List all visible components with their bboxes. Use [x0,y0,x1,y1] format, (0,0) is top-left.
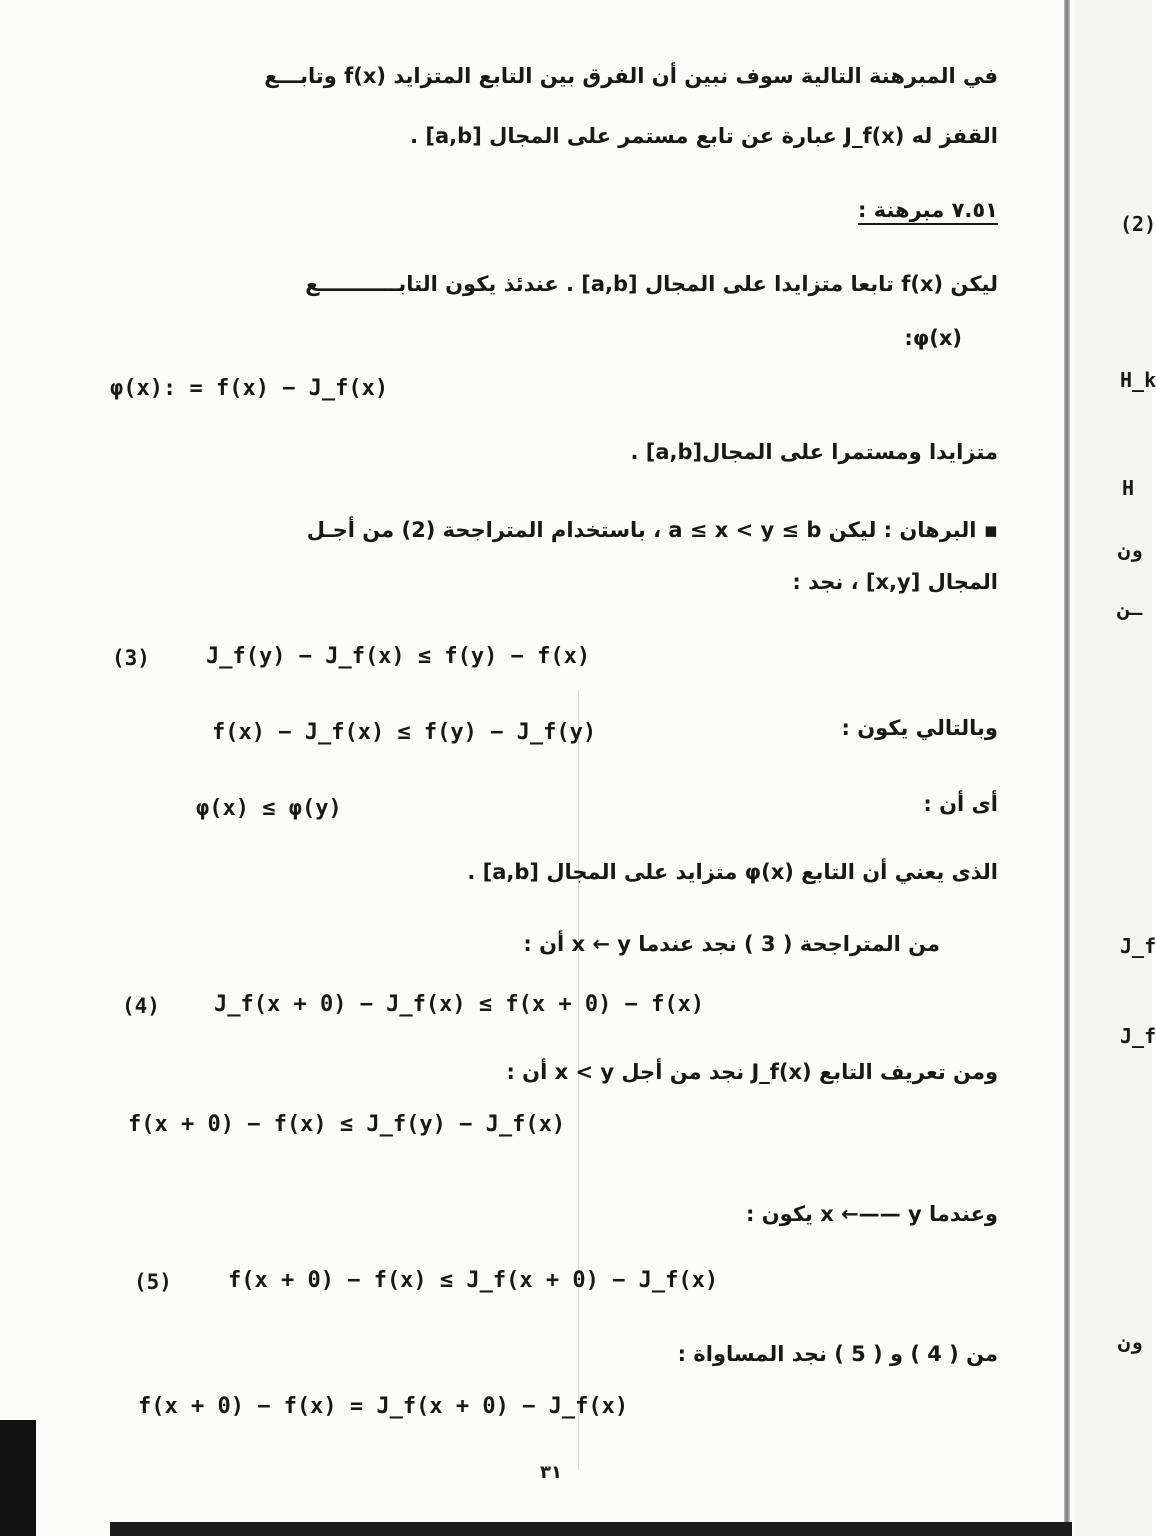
from-3-text: من المتراجحة ( 3 ) نجد عندما x ← y أن : [523,932,940,956]
margin-fragment-2: H_k [1120,368,1156,392]
equation-3-label: (3) [112,646,150,670]
intro-line-2: القفز له J_f(x) عبارة عن تابع مستمر على المجال [a,b] . [410,124,998,148]
margin-fragment-3: H [1122,476,1135,500]
scan-bottom-edge [110,1522,1072,1536]
margin-fragment-7: J_f [1120,1024,1156,1048]
equation-4: J_f(x + 0) − J_f(x) ≤ f(x + 0) − f(x) [214,992,705,1017]
phi-definition: φ(x): = f(x) − J_f(x) [110,376,389,401]
equation-5-label: (5) [134,1270,172,1294]
book-fold [1064,0,1070,1536]
margin-fragment-6: J_f [1120,934,1156,958]
ie-text: أى أن : [923,792,998,816]
margin-fragment-5: ـن [1118,596,1143,620]
proof-line-2: المجال [x,y] ، نجد : [792,570,998,594]
definition-equation: f(x + 0) − f(x) ≤ J_f(y) − J_f(x) [128,1112,566,1137]
definition-text: ومن تعريف التابع J_f(x) نجد من أجل x < y أن : [506,1060,998,1084]
thus-text: وبالتالي يكون : [841,716,998,740]
scan-dark-corner [0,1420,36,1536]
margin-fragment-8: ون [1118,1330,1143,1354]
proof-line-1: ▪ البرهان : ليكن a ≤ x < y ≤ b ، باستخدام المتراجحة (2) من أجـل [306,518,998,542]
equation-3: J_f(y) − J_f(x) ≤ f(y) − f(x) [206,644,591,669]
page-number: ٣١ [540,1462,562,1483]
margin-fragment-4: ون [1118,538,1143,562]
equation-4-label: (4) [122,994,160,1018]
when-text: وعندما x ←—— y يكون : [746,1202,998,1226]
theorem-statement-1: ليكن f(x) تابعا متزايدا على المجال [a,b] . عندئذ يكون التابـــــــــــع [305,272,998,296]
intro-line-1: في المبرهنة التالية سوف نبين أن الفرق بين التابع المتزايد f(x) وتابـــع [264,64,998,88]
margin-fragment-1: (2) [1120,212,1156,236]
means-text: الذى يعني أن التابع φ(x) متزايد على المجال [a,b] . [467,860,998,884]
theorem-statement-3: متزايدا ومستمرا على المجال[a,b] . [630,440,998,464]
ie-equation: φ(x) ≤ φ(y) [196,796,342,821]
thus-equation: f(x) − J_f(x) ≤ f(y) − J_f(y) [212,720,597,745]
equation-5: f(x + 0) − f(x) ≤ J_f(x + 0) − J_f(x) [228,1268,719,1293]
from-4-5-text: من ( 4 ) و ( 5 ) نجد المساواة : [677,1342,998,1366]
theorem-statement-2: :φ(x) [904,326,962,350]
theorem-heading: ٧.٥١ مبرهنة : [858,198,998,222]
final-equation: f(x + 0) − f(x) = J_f(x + 0) − J_f(x) [138,1394,629,1419]
